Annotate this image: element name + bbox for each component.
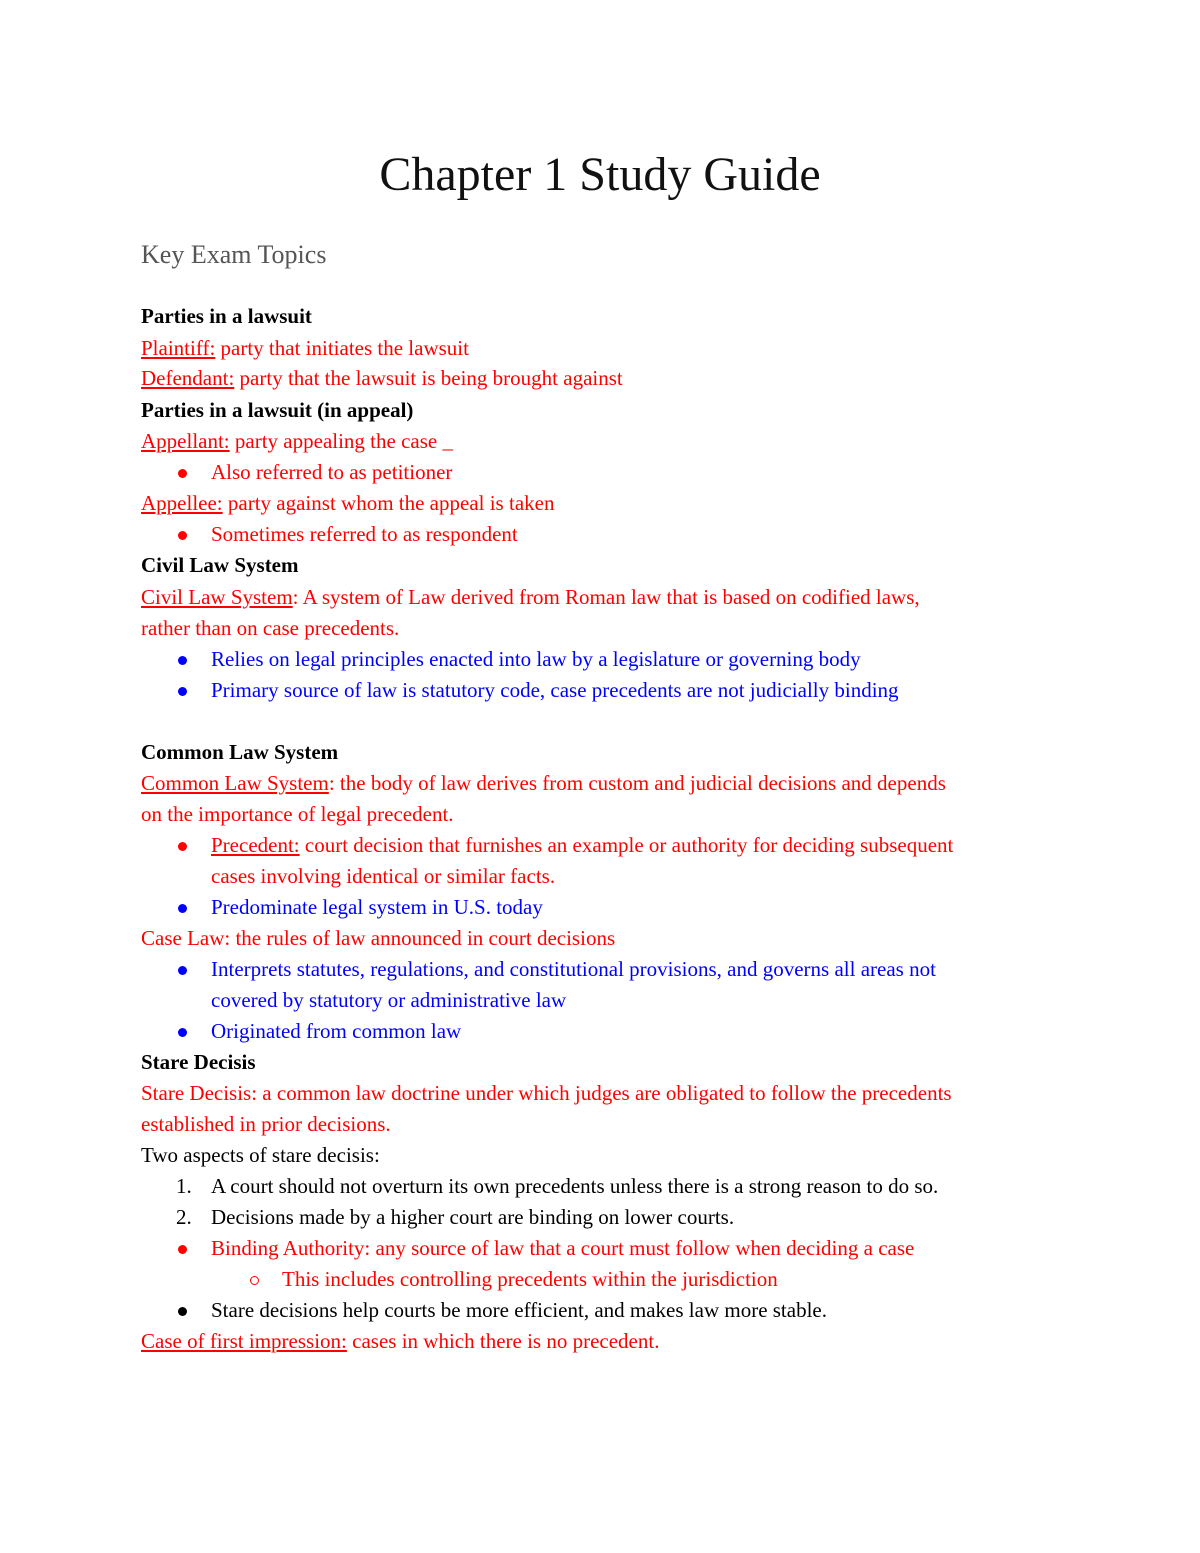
appellant-definition bbox=[141, 426, 453, 457]
binding-authority-sub: This includes controlling precedents within the jurisdiction bbox=[282, 1267, 778, 1291]
civil-term: Civil Law System bbox=[141, 585, 293, 609]
page-subtitle: Key Exam Topics bbox=[141, 240, 327, 269]
civil-definition bbox=[141, 582, 920, 613]
bullet-icon bbox=[178, 904, 187, 913]
first-impression-term: Case of first impression: bbox=[141, 1329, 347, 1353]
appellant-term: Appellant: bbox=[141, 429, 230, 453]
list-number: 1. bbox=[176, 1174, 192, 1198]
common-definition bbox=[141, 768, 946, 799]
defendant-term: Defendant: bbox=[141, 366, 235, 390]
first-impression-definition bbox=[141, 1326, 659, 1357]
bullet-icon bbox=[178, 1307, 187, 1316]
bullet-icon bbox=[178, 842, 187, 851]
bullet-icon bbox=[178, 1245, 187, 1254]
binding-authority: Binding Authority: any source of law that a court must follow when deciding a case bbox=[211, 1236, 915, 1260]
case-law-bullet-1: Interprets statutes, regulations, and constitutional provisions, and governs all areas not bbox=[211, 957, 936, 981]
appellee-term: Appellee: bbox=[141, 491, 223, 515]
bullet-icon bbox=[178, 531, 187, 540]
page-title: Chapter 1 Study Guide bbox=[379, 148, 821, 201]
appellant-note: Also referred to as petitioner bbox=[211, 460, 453, 484]
common-text: : the body of law derives from custom and judicial decisions and depends bbox=[328, 771, 946, 795]
first-impression-text: cases in which there is no precedent. bbox=[346, 1329, 660, 1353]
stare-definition: Stare Decisis: a common law doctrine under which judges are obligated to follow the precedents bbox=[141, 1081, 952, 1105]
defendant-text: party that the lawsuit is being brought against bbox=[234, 366, 623, 390]
plaintiff-term: Plaintiff: bbox=[141, 336, 216, 360]
section-heading-common: Common Law System bbox=[141, 740, 339, 764]
bullet-icon bbox=[178, 687, 187, 696]
appellee-text: party against whom the appeal is taken bbox=[222, 491, 555, 515]
list-number: 2. bbox=[176, 1205, 192, 1229]
civil-bullet-1: Relies on legal principles enacted into law by a legislature or governing body bbox=[211, 647, 861, 671]
aspect-1: A court should not overturn its own precedents unless there is a strong reason to do so. bbox=[211, 1174, 939, 1198]
defendant-definition bbox=[141, 363, 623, 394]
precedent-text: court decision that furnishes an example or authority for deciding subsequent bbox=[299, 833, 954, 857]
civil-definition-cont: rather than on case precedents. bbox=[141, 616, 400, 640]
precedent-definition-cont: cases involving identical or similar facts. bbox=[211, 864, 556, 888]
case-law-bullet-2: Originated from common law bbox=[211, 1019, 462, 1043]
common-definition-cont: on the importance of legal precedent. bbox=[141, 802, 454, 826]
bullet-icon bbox=[178, 656, 187, 665]
bullet-icon bbox=[178, 1028, 187, 1037]
bullet-icon bbox=[178, 966, 187, 975]
common-bullet-predominate: Predominate legal system in U.S. today bbox=[211, 895, 543, 919]
section-heading-civil: Civil Law System bbox=[141, 553, 299, 577]
efficiency-note: Stare decisions help courts be more efficient, and makes law more stable. bbox=[211, 1298, 827, 1322]
aspects-intro: Two aspects of stare decisis: bbox=[141, 1143, 380, 1167]
section-heading-appeal: Parties in a lawsuit (in appeal) bbox=[141, 398, 414, 422]
appellant-text: party appealing the case _ bbox=[229, 429, 453, 453]
precedent-term: Precedent: bbox=[211, 833, 300, 857]
civil-bullet-2: Primary source of law is statutory code, case precedents are not judicially binding bbox=[211, 678, 899, 702]
hollow-bullet-icon bbox=[250, 1276, 259, 1285]
aspect-2: Decisions made by a higher court are binding on lower courts. bbox=[211, 1205, 735, 1229]
plaintiff-definition bbox=[141, 333, 469, 364]
section-heading-parties: Parties in a lawsuit bbox=[141, 304, 312, 328]
bullet-icon bbox=[178, 469, 187, 478]
common-term: Common Law System bbox=[141, 771, 329, 795]
plaintiff-text: party that initiates the lawsuit bbox=[215, 336, 469, 360]
precedent-definition bbox=[211, 830, 953, 861]
section-heading-stare: Stare Decisis bbox=[141, 1050, 256, 1074]
civil-text: : A system of Law derived from Roman law that is based on codified laws, bbox=[292, 585, 920, 609]
appellee-definition bbox=[141, 488, 554, 519]
appellee-note: Sometimes referred to as respondent bbox=[211, 522, 518, 546]
case-law-bullet-1-cont: covered by statutory or administrative law bbox=[211, 988, 567, 1012]
case-law-definition: Case Law: the rules of law announced in court decisions bbox=[141, 926, 616, 950]
stare-definition-cont: established in prior decisions. bbox=[141, 1112, 391, 1136]
